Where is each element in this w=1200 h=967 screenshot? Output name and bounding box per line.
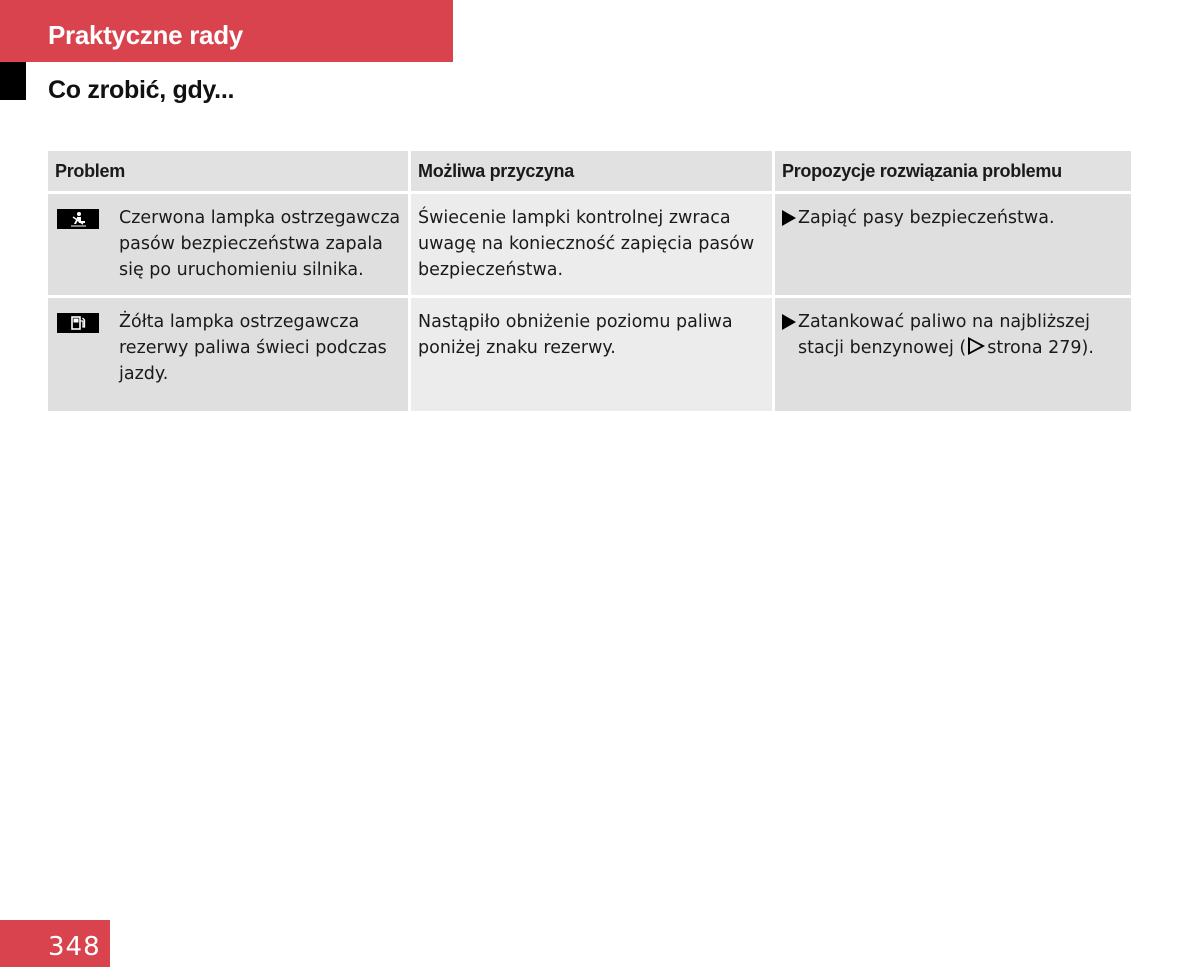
column-header-cause: Możliwa przyczyna (411, 151, 775, 194)
page-reference-arrow-icon (968, 337, 985, 355)
cause-cell: Świecenie lampki kontrolnej zwraca uwagę na konieczność zapięcia pasów bezpieczeństwa. (411, 194, 775, 298)
page-number: 348 (48, 932, 101, 962)
fuel-reserve-icon (57, 313, 99, 333)
column-header-solution: Propozycje rozwiązania problemu (775, 151, 1131, 194)
solution-text-before: Zatankować paliwo na najbliższej stacji benzynowej ( (798, 312, 1090, 358)
column-header-problem: Problem (48, 151, 411, 194)
problem-cell (48, 194, 411, 298)
page-reference-link[interactable]: strona 279 (987, 338, 1082, 358)
problem-text: Czerwona lampka ostrzegawcza pasów bezpieczeństwa zapala się po uruchomieniu silnika. (119, 208, 401, 280)
bullet-arrow-icon (782, 314, 796, 330)
side-marker (0, 62, 26, 100)
troubleshooting-table (48, 151, 1131, 411)
cause-cell: Nastąpiło obniżenie poziomu paliwa poniżej znaku rezerwy. (411, 298, 775, 411)
bullet-arrow-icon (782, 210, 796, 226)
table-header-row (48, 151, 1131, 194)
solution-text (798, 309, 1124, 361)
section-title: Praktyczne rady (48, 20, 243, 50)
table-row (48, 194, 1131, 298)
solution-text: Zapiąć pasy bezpieczeństwa. (798, 208, 1055, 228)
solution-text-after: ). (1081, 338, 1094, 358)
table-row (48, 298, 1131, 411)
problem-cell (48, 298, 411, 411)
seat-belt-warning-icon (57, 209, 99, 229)
problem-text: Żółta lampka ostrzegawcza rezerwy paliwa świeci podczas jazdy. (119, 312, 387, 384)
solution-cell (775, 194, 1131, 298)
page-heading: Co zrobić, gdy... (48, 76, 235, 104)
solution-cell (775, 298, 1131, 411)
